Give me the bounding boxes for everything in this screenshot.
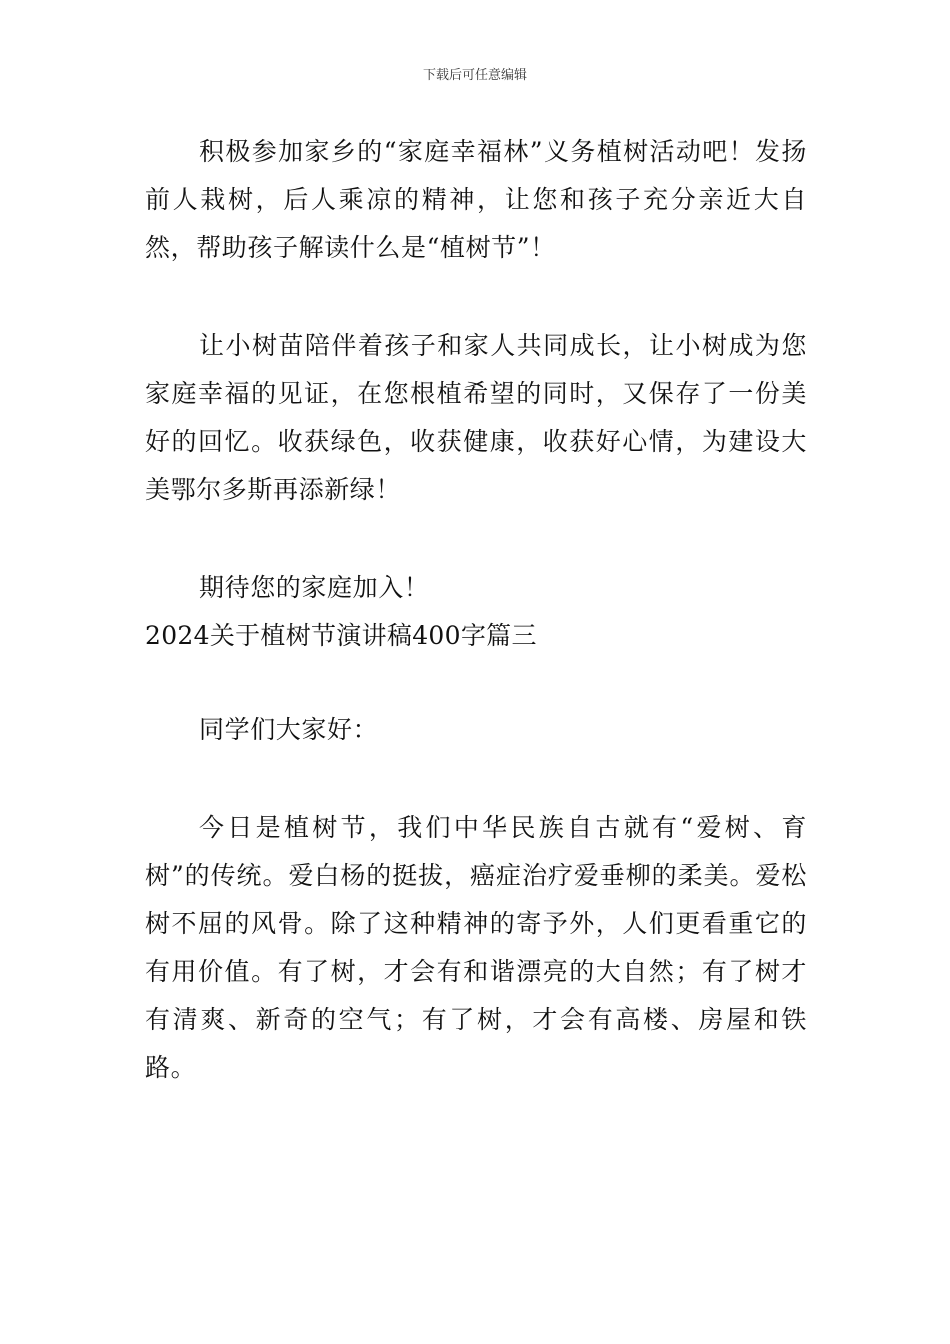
- paragraph-speech-body: 今日是植树节，我们中华民族自古就有“爱树、育树”的传统。爱白杨的挺拔，癌症治疗爱垂柳的柔美。爱松树不屈的风骨。除了这种精神的寄予外，人们更看重它的有用价值。有了树，才会有和谐漂亮的大自然；有了树才有清爽、新奇的空气；有了树，才会有高楼、房屋和铁路。: [145, 813, 807, 1082]
- paragraph-looking-forward: 期待您的家庭加入！: [199, 573, 430, 602]
- greeting: 同学们大家好：: [199, 715, 379, 744]
- header-note: 下载后可任意编辑: [422, 68, 527, 83]
- document-body: [145, 128, 807, 1092]
- paragraph-tree-planting-invite: 积极参加家乡的“家庭幸福林”义务植树活动吧！发扬前人栽树，后人乘凉的精神，让您和孩子充分亲近大自然，帮助孩子解读什么是“植树节”！: [145, 137, 807, 262]
- paragraph-family-growth: 让小树苗陪伴着孩子和家人共同成长，让小树成为您家庭幸福的见证，在您根植希望的同时，又保存了一份美好的回忆。收获绿色，收获健康，收获好心情，为建设大美鄂尔多斯再添新绿！: [145, 331, 807, 504]
- section-heading: 2024关于植树节演讲稿400字篇三: [145, 621, 537, 650]
